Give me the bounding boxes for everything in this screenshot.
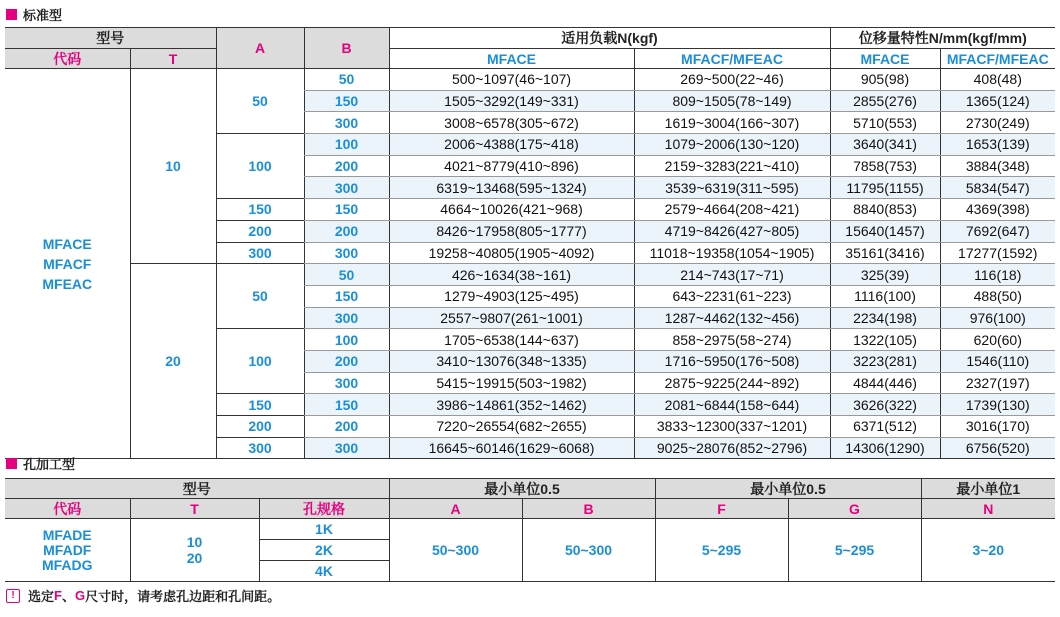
disp-mface: 3626(322) (830, 394, 940, 416)
A-value: 150 (216, 394, 304, 416)
t2-header-hole: 孔规格 (259, 499, 389, 519)
load-mfacf: 3539~6319(311~595) (634, 177, 830, 199)
load-mfacf: 858~2975(58~274) (634, 329, 830, 351)
load-mface: 1505~3292(149~331) (389, 90, 634, 112)
load-mfacf: 3833~12300(337~1201) (634, 416, 830, 438)
disp-mfacf: 1365(124) (940, 90, 1055, 112)
disp-mfacf: 6756(520) (940, 437, 1055, 459)
model-code: MFACE (42, 235, 92, 252)
disp-mfacf: 1546(110) (940, 350, 1055, 372)
A-value: 100 (216, 329, 304, 394)
disp-mface: 15640(1457) (830, 220, 940, 242)
load-mfacf: 1079~2006(130~120) (634, 134, 830, 156)
load-mface: 2557~9807(261~1001) (389, 307, 634, 329)
header-load-mfacf: MFACF/MFEAC (634, 49, 830, 69)
B-value: 200 (304, 220, 389, 242)
model-code: MFEAC (42, 275, 93, 292)
t2-hole-1k: 1K (259, 519, 389, 540)
disp-mface: 35161(3416) (830, 242, 940, 264)
t2-codes-cell (5, 519, 130, 582)
load-mface: 1705~6538(144~637) (389, 329, 634, 351)
B-value: 100 (304, 134, 389, 156)
disp-mface: 6371(512) (830, 416, 940, 438)
model-codes-cell (5, 69, 130, 459)
load-mfacf: 1619~3004(166~307) (634, 112, 830, 134)
header-load: 适用负载N(kgf) (389, 28, 830, 49)
t2-A-value: 50~300 (389, 519, 522, 582)
disp-mfacf: 116(18) (940, 264, 1055, 286)
A-value: 300 (216, 437, 304, 459)
t2-header-T: T (130, 499, 259, 519)
pink-square-icon (6, 458, 17, 469)
t2-hole-4k: 4K (259, 561, 389, 582)
load-mface: 1279~4903(125~495) (389, 285, 634, 307)
B-value: 200 (304, 350, 389, 372)
A-value: 50 (216, 264, 304, 329)
t2-T: 20 (186, 550, 203, 566)
t2-header-N: N (921, 499, 1055, 519)
t2-header-F: F (655, 499, 788, 519)
load-mface: 6319~13468(595~1324) (389, 177, 634, 199)
standard-spec-table (5, 27, 1055, 459)
t2-code: MFADE (42, 526, 92, 543)
T-value: 10 (130, 69, 216, 264)
t2-code: MFADG (41, 556, 93, 573)
header-code: 代码 (5, 49, 130, 69)
t2-T-cell (130, 519, 259, 582)
load-mfacf: 809~1505(78~149) (634, 90, 830, 112)
load-mfacf: 643~2231(61~223) (634, 285, 830, 307)
load-mface: 19258~40805(1905~4092) (389, 242, 634, 264)
B-value: 200 (304, 416, 389, 438)
t2-F-value: 5~295 (655, 519, 788, 582)
t2-hole-2k: 2K (259, 540, 389, 561)
load-mface: 4021~8779(410~896) (389, 155, 634, 177)
disp-mface: 14306(1290) (830, 437, 940, 459)
t2-G-value: 5~295 (788, 519, 921, 582)
load-mface: 500~1097(46~107) (389, 69, 634, 91)
section-hole-title: 孔加工型 (6, 454, 75, 472)
load-mface: 16645~60146(1629~6068) (389, 437, 634, 459)
load-mfacf: 1287~4462(132~456) (634, 307, 830, 329)
t2-T: 10 (186, 534, 203, 550)
header-A: A (216, 28, 304, 69)
t2-header-min3: 最小单位1 (921, 479, 1055, 499)
disp-mface: 1116(100) (830, 285, 940, 307)
load-mfacf: 2159~3283(221~410) (634, 155, 830, 177)
t2-header-model: 型号 (5, 479, 389, 499)
disp-mfacf: 2327(197) (940, 372, 1055, 394)
load-mfacf: 4719~8426(427~805) (634, 220, 830, 242)
B-value: 150 (304, 90, 389, 112)
load-mfacf: 2875~9225(244~892) (634, 372, 830, 394)
load-mface: 3986~14861(352~1462) (389, 394, 634, 416)
disp-mface: 4844(446) (830, 372, 940, 394)
load-mface: 2006~4388(175~418) (389, 134, 634, 156)
disp-mfacf: 4369(398) (940, 199, 1055, 221)
disp-mface: 325(39) (830, 264, 940, 286)
B-value: 100 (304, 329, 389, 351)
B-value: 300 (304, 242, 389, 264)
disp-mfacf: 1739(130) (940, 394, 1055, 416)
hole-spec-table (5, 478, 1055, 582)
pink-square-icon (6, 9, 17, 20)
A-value: 100 (216, 134, 304, 199)
selection-note: ! 选定 F 、 G 尺寸时，请考虑孔边距和孔间距。 (6, 586, 280, 605)
section-standard-title: 标准型 (6, 5, 62, 23)
header-displacement: 位移量特性N/mm(kgf/mm) (830, 28, 1055, 49)
t2-header-A: A (389, 499, 522, 519)
load-mface: 3008~6578(305~672) (389, 112, 634, 134)
load-mfacf: 2579~4664(208~421) (634, 199, 830, 221)
B-value: 50 (304, 69, 389, 91)
t2-B-value: 50~300 (522, 519, 655, 582)
B-value: 300 (304, 372, 389, 394)
load-mfacf: 2081~6844(158~644) (634, 394, 830, 416)
T-value: 20 (130, 264, 216, 459)
disp-mfacf: 620(60) (940, 329, 1055, 351)
B-value: 300 (304, 307, 389, 329)
disp-mfacf: 7692(647) (940, 220, 1055, 242)
disp-mfacf: 408(48) (940, 69, 1055, 91)
disp-mface: 8840(853) (830, 199, 940, 221)
load-mfacf: 214~743(17~71) (634, 264, 830, 286)
B-value: 150 (304, 394, 389, 416)
disp-mface: 11795(1155) (830, 177, 940, 199)
model-code: MFACF (43, 255, 92, 272)
disp-mface: 7858(753) (830, 155, 940, 177)
load-mface: 8426~17958(805~1777) (389, 220, 634, 242)
A-value: 200 (216, 220, 304, 242)
disp-mface: 905(98) (830, 69, 940, 91)
disp-mfacf: 5834(547) (940, 177, 1055, 199)
warning-icon: ! (6, 589, 20, 603)
header-model: 型号 (5, 28, 216, 49)
B-value: 150 (304, 199, 389, 221)
load-mface: 4664~10026(421~968) (389, 199, 634, 221)
table-row (5, 69, 1055, 91)
B-value: 300 (304, 112, 389, 134)
A-value: 50 (216, 69, 304, 134)
load-mfacf: 9025~28076(852~2796) (634, 437, 830, 459)
B-value: 300 (304, 437, 389, 459)
B-value: 50 (304, 264, 389, 286)
disp-mfacf: 2730(249) (940, 112, 1055, 134)
t2-N-value: 3~20 (921, 519, 1055, 582)
header-disp-mfacf: MFACF/MFEAC (940, 49, 1055, 69)
t2-header-G: G (788, 499, 921, 519)
t2-header-min1: 最小单位0.5 (389, 479, 655, 499)
t2-header-min2: 最小单位0.5 (655, 479, 921, 499)
disp-mface: 2234(198) (830, 307, 940, 329)
A-value: 150 (216, 199, 304, 221)
load-mface: 7220~26554(682~2655) (389, 416, 634, 438)
t2-code: MFADF (43, 541, 92, 558)
disp-mface: 2855(276) (830, 90, 940, 112)
disp-mfacf: 3884(348) (940, 155, 1055, 177)
disp-mfacf: 1653(139) (940, 134, 1055, 156)
disp-mface: 1322(105) (830, 329, 940, 351)
load-mface: 5415~19915(503~1982) (389, 372, 634, 394)
t2-header-code: 代码 (5, 499, 130, 519)
load-mfacf: 269~500(22~46) (634, 69, 830, 91)
header-disp-mface: MFACE (830, 49, 940, 69)
header-load-mface: MFACE (389, 49, 634, 69)
disp-mface: 5710(553) (830, 112, 940, 134)
B-value: 300 (304, 177, 389, 199)
header-T: T (130, 49, 216, 69)
A-value: 200 (216, 416, 304, 438)
disp-mface: 3640(341) (830, 134, 940, 156)
A-value: 300 (216, 242, 304, 264)
table-row (5, 264, 1055, 286)
t2-header-B: B (522, 499, 655, 519)
disp-mfacf: 17277(1592) (940, 242, 1055, 264)
disp-mface: 3223(281) (830, 350, 940, 372)
load-mfacf: 11018~19358(1054~1905) (634, 242, 830, 264)
header-B: B (304, 28, 389, 69)
B-value: 200 (304, 155, 389, 177)
load-mface: 426~1634(38~161) (389, 264, 634, 286)
disp-mfacf: 976(100) (940, 307, 1055, 329)
disp-mfacf: 488(50) (940, 285, 1055, 307)
B-value: 150 (304, 285, 389, 307)
disp-mfacf: 3016(170) (940, 416, 1055, 438)
load-mfacf: 1716~5950(176~508) (634, 350, 830, 372)
load-mface: 3410~13076(348~1335) (389, 350, 634, 372)
